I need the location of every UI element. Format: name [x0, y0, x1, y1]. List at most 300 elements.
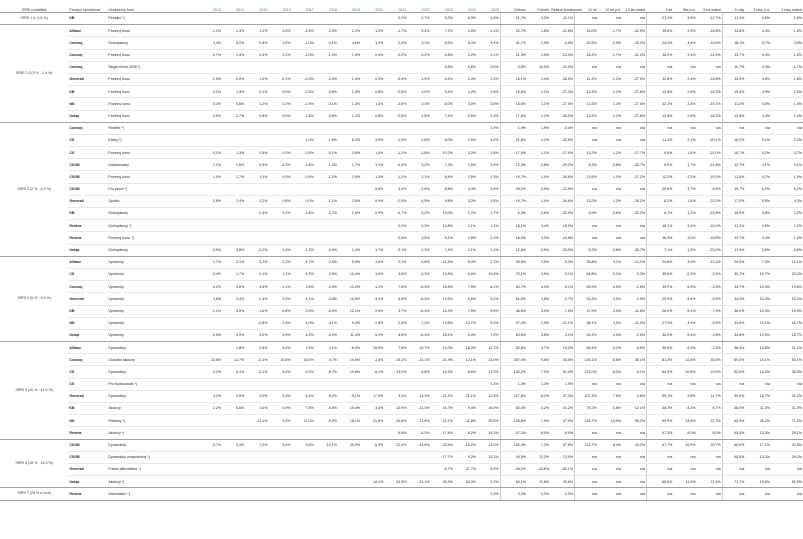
year-return-cell: 3,0%: [268, 390, 291, 402]
period5-cell: 35,6%: [647, 342, 674, 354]
period10-cell: n/a: [575, 476, 598, 488]
year-return-cell: 1,7%: [199, 256, 222, 268]
period3-cell: 15,4%: [722, 86, 745, 98]
realne-cell: 8,0%: [550, 427, 574, 439]
period3-cell: 4,1%: [745, 159, 771, 171]
year-return-cell: -4,5%: [384, 159, 407, 171]
year-return-cell: 2,8%: [477, 86, 500, 98]
fund-name-cell: Vyvážený: [107, 281, 199, 293]
year-return-cell: -1,3%: [407, 244, 430, 256]
year-return-cell: -1,4%: [292, 159, 315, 171]
year-return-cell: 2,1%: [477, 256, 500, 268]
prumer-cell: 3,0%: [527, 305, 550, 317]
year-return-cell: 0,3%: [361, 73, 384, 85]
period10-cell: 107,3%: [575, 390, 598, 402]
year-return-cell: 16,0%: [477, 403, 500, 415]
year-return-cell: -6,0%: [315, 305, 338, 317]
year-return-cell: 1,1%: [199, 305, 222, 317]
period3-cell: 4,4%: [745, 232, 771, 244]
period10-cell: n/a: [598, 134, 622, 146]
period10-cell: n/a: [622, 476, 646, 488]
year-return-cell: 3,4%: [361, 403, 384, 415]
period10-cell: n/a: [622, 220, 646, 232]
period3-cell: 17,4%: [722, 195, 745, 207]
provider-cell: Generali: [68, 390, 107, 402]
year-return-cell: 0,2%: [384, 13, 407, 25]
period5-cell: 14,8%: [673, 415, 696, 427]
year-return-cell: [199, 220, 222, 232]
year-return-cell: 1,3%: [222, 147, 245, 159]
year-return-cell: 2,2%: [268, 256, 291, 268]
year-return-cell: 4,6%: [384, 268, 407, 280]
year-return-cell: -0,9%: [292, 171, 315, 183]
realne-cell: -15,0%: [550, 220, 574, 232]
realne-cell: -29,0%: [550, 244, 574, 256]
period3-cell: 11,2%: [722, 220, 745, 232]
year-return-cell: 1,3%: [222, 86, 245, 98]
prumer-cell: 1,1%: [527, 86, 550, 98]
period10-cell: 2,9%: [598, 37, 622, 49]
fund-name-cell: Vyvážený: [107, 268, 199, 280]
celkem-cell: 21,3%: [500, 49, 527, 61]
prumer-cell: 3,8%: [527, 329, 550, 341]
period5-cell: 81,3%: [647, 354, 674, 366]
period10-cell: 4,3%: [598, 329, 622, 341]
year-return-cell: 21,9%: [431, 354, 454, 366]
period5-cell: -21,0%: [697, 147, 723, 159]
realne-cell: -22,6%: [550, 25, 574, 37]
year-return-cell: -11,1%: [245, 415, 268, 427]
realne-cell: -0,3%: [550, 256, 574, 268]
year-return-cell: 1,6%: [268, 37, 291, 49]
period3-cell: 4,6%: [745, 220, 771, 232]
period5-cell: 3,9%: [673, 13, 696, 25]
year-return-cell: 8,2%: [338, 134, 361, 146]
year-return-cell: 2,0%: [222, 390, 245, 402]
celkem-cell: 45,5%: [500, 256, 527, 268]
year-return-cell: [338, 183, 361, 195]
year-return-cell: 4,3%: [477, 13, 500, 25]
period10-cell: n/a: [622, 463, 646, 475]
year-return-cell: 13,5%: [431, 268, 454, 280]
period3-cell: 11,0%: [745, 403, 771, 415]
period5-cell: 21,1%: [647, 13, 674, 25]
year-return-cell: 6,3%: [454, 13, 477, 25]
year-return-cell: [199, 378, 222, 390]
period5-cell: 20,7%: [697, 439, 723, 451]
period10-cell: 8,3%: [575, 159, 598, 171]
provider-cell: KB: [68, 305, 107, 317]
year-return-cell: [222, 208, 245, 220]
year-return-cell: -1,6%: [407, 183, 430, 195]
realne-cell: 15,2%: [550, 342, 574, 354]
year-return-cell: 2,2%: [338, 25, 361, 37]
year-return-cell: [222, 183, 245, 195]
period3-cell: 1,2%: [771, 220, 803, 232]
period5-cell: 11,7%: [697, 390, 723, 402]
year-return-cell: -0,5%: [245, 317, 268, 329]
year-return-cell: 4,9%: [222, 329, 245, 341]
year-return-cell: [222, 13, 245, 25]
col-lp5r: 5 let reálně: [697, 0, 723, 13]
period3-cell: 5,1%: [745, 134, 771, 146]
celkem-cell: 82,8%: [500, 342, 527, 354]
year-return-cell: 1,1%: [199, 25, 222, 37]
year-return-cell: -6,9%: [338, 342, 361, 354]
period3-cell: 4,5%: [745, 98, 771, 110]
year-return-cell: -9,2%: [315, 415, 338, 427]
year-return-cell: 6,4%: [292, 390, 315, 402]
table-row: [0, 171, 803, 183]
year-return-cell: -4,8%: [407, 366, 430, 378]
period10-cell: -27,6%: [622, 86, 646, 98]
period5-cell: 19,0%: [697, 366, 723, 378]
year-return-cell: [199, 134, 222, 146]
fund-name-cell: Alternativní *): [107, 488, 199, 500]
period5-cell: 15,6%: [647, 25, 674, 37]
year-return-cell: 4,1%: [292, 293, 315, 305]
year-return-cell: [315, 488, 338, 500]
year-return-cell: [245, 232, 268, 244]
year-return-cell: 18,1%: [338, 415, 361, 427]
year-return-cell: 15,6%: [361, 342, 384, 354]
period3-cell: 60,3%: [722, 415, 745, 427]
celkem-cell: 12,6%: [500, 244, 527, 256]
period10-cell: 45,1%: [622, 354, 646, 366]
period10-cell: 3,3%: [598, 305, 622, 317]
year-return-cell: 17,0%: [477, 366, 500, 378]
realne-cell: -27,3%: [550, 86, 574, 98]
col-year: 2013: [199, 0, 222, 13]
col-provider: Penzijní společnost: [68, 0, 107, 13]
period3-cell: 17,1%: [745, 439, 771, 451]
provider-cell: Conseq: [68, 354, 107, 366]
period5-cell: -18,8%: [697, 73, 723, 85]
realne-cell: -20,5%: [550, 134, 574, 146]
year-return-cell: 0,8%: [361, 86, 384, 98]
year-return-cell: 4,2%: [292, 329, 315, 341]
year-return-cell: [454, 122, 477, 134]
realne-cell: -27,0%: [550, 147, 574, 159]
col-lp10pa: 10 let p.a.: [598, 0, 622, 13]
period10-cell: n/a: [622, 61, 646, 73]
period3-cell: 29,1%: [771, 427, 803, 439]
year-return-cell: 7,4%: [431, 110, 454, 122]
year-return-cell: [222, 463, 245, 475]
year-return-cell: [361, 451, 384, 463]
period10-cell: 8,6%: [598, 354, 622, 366]
year-return-cell: [431, 488, 454, 500]
period5-cell: n/a: [647, 378, 674, 390]
fund-name-cell: Povinný konz.: [107, 25, 199, 37]
period10-cell: -32,2%: [622, 208, 646, 220]
period5-cell: 6,7%: [697, 403, 723, 415]
year-return-cell: 8,0%: [431, 98, 454, 110]
celkem-cell: -45,0%: [500, 463, 527, 475]
period10-cell: -28,2%: [622, 195, 646, 207]
year-return-cell: -0,1%: [315, 147, 338, 159]
period10-cell: 36,1%: [575, 317, 598, 329]
year-return-cell: 3,5%: [245, 281, 268, 293]
year-return-cell: 0,9%: [222, 73, 245, 85]
table-row: [0, 366, 803, 378]
year-return-cell: 1,4%: [222, 49, 245, 61]
period5-cell: 20,8%: [647, 256, 674, 268]
year-return-cell: 1,5%: [338, 86, 361, 98]
year-return-cell: -1,2%: [384, 147, 407, 159]
year-return-cell: 15,4%: [338, 403, 361, 415]
realne-cell: -2,0%: [550, 488, 574, 500]
year-return-cell: [268, 61, 291, 73]
celkem-cell: 82,4%: [500, 403, 527, 415]
period3-cell: n/a: [745, 122, 771, 134]
celkem-cell: 18,1%: [500, 220, 527, 232]
year-return-cell: -3,6%: [384, 98, 407, 110]
year-return-cell: -1,6%: [292, 25, 315, 37]
period10-cell: 1,2%: [598, 147, 622, 159]
period10-cell: n/a: [598, 427, 622, 439]
year-return-cell: 17,4%: [431, 427, 454, 439]
year-return-cell: [338, 463, 361, 475]
table-row: [0, 195, 803, 207]
year-return-cell: -5,9%: [477, 463, 500, 475]
year-return-cell: [338, 451, 361, 463]
celkem-cell: 6,3%: [500, 208, 527, 220]
year-return-cell: 5,6%: [431, 61, 454, 73]
year-return-cell: -1,2%: [315, 171, 338, 183]
period5-cell: -9,5%: [697, 183, 723, 195]
year-return-cell: 4,0%: [292, 317, 315, 329]
year-return-cell: 10,2%: [431, 147, 454, 159]
period10-cell: 8,3%: [598, 366, 622, 378]
year-return-cell: -5,2%: [407, 427, 430, 439]
year-return-cell: -9,5%: [315, 403, 338, 415]
year-return-cell: 22,4%: [384, 439, 407, 451]
provider-cell: Rentea: [68, 232, 107, 244]
period10-cell: -30,7%: [622, 159, 646, 171]
year-return-cell: 5,8%: [454, 61, 477, 73]
year-return-cell: 2,3%: [477, 73, 500, 85]
provider-cell: KB: [68, 86, 107, 98]
period3-cell: 25,2%: [745, 415, 771, 427]
prumer-cell: 3,2%: [527, 232, 550, 244]
period5-cell: 8,2%: [647, 195, 674, 207]
year-return-cell: [222, 317, 245, 329]
year-return-cell: 0,4%: [361, 49, 384, 61]
fund-name-cell: Vyvážený: [107, 329, 199, 341]
year-return-cell: 16,0%: [454, 342, 477, 354]
year-return-cell: 1,0%: [199, 171, 222, 183]
period5-cell: 39,2%: [647, 281, 674, 293]
year-return-cell: 0,9%: [361, 208, 384, 220]
period10-cell: 1,7%: [598, 49, 622, 61]
year-return-cell: -1,0%: [292, 37, 315, 49]
year-return-cell: [268, 427, 291, 439]
period5-cell: n/a: [673, 451, 696, 463]
year-return-cell: 0,4%: [245, 293, 268, 305]
period5-cell: 16,9%: [647, 232, 674, 244]
period3-cell: 0,1%: [771, 159, 803, 171]
col-lp3: 3 roky: [722, 0, 745, 13]
year-return-cell: 8,2%: [454, 427, 477, 439]
year-return-cell: [268, 476, 291, 488]
prumer-cell: 4,0%: [527, 183, 550, 195]
year-return-cell: 1,6%: [245, 305, 268, 317]
period10-cell: 5,9%: [575, 208, 598, 220]
year-return-cell: [338, 427, 361, 439]
provider-cell: Allianz: [68, 342, 107, 354]
provider-cell: Rentea: [68, 488, 107, 500]
period5-cell: n/a: [697, 61, 723, 73]
year-return-cell: [315, 13, 338, 25]
year-return-cell: 16,2%: [454, 439, 477, 451]
period5-cell: -2,2%: [697, 268, 723, 280]
realne-cell: 93,5%: [550, 354, 574, 366]
year-return-cell: 24,5%: [384, 476, 407, 488]
year-return-cell: 3,4%: [384, 183, 407, 195]
year-return-cell: [199, 183, 222, 195]
table-header: [0, 0, 803, 13]
year-return-cell: 3,4%: [384, 390, 407, 402]
period3-cell: 35,9%: [771, 366, 803, 378]
period3-cell: 3,8%: [745, 244, 771, 256]
year-return-cell: 0,1%: [268, 208, 291, 220]
year-return-cell: 7,6%: [384, 342, 407, 354]
provider-cell: Generali: [68, 293, 107, 305]
year-return-cell: 8,1%: [477, 281, 500, 293]
celkem-cell: 0,3%: [500, 488, 527, 500]
year-return-cell: [222, 134, 245, 146]
year-return-cell: [361, 488, 384, 500]
provider-cell: KB: [68, 403, 107, 415]
year-return-cell: 1,2%: [407, 159, 430, 171]
period10-cell: n/a: [598, 451, 622, 463]
provider-cell: CS: [68, 268, 107, 280]
period3-cell: 4,8%: [745, 208, 771, 220]
year-return-cell: -0,1%: [245, 366, 268, 378]
year-return-cell: 23,4%: [431, 439, 454, 451]
year-return-cell: -1,7%: [384, 25, 407, 37]
year-return-cell: 21,1%: [454, 390, 477, 402]
period3-cell: 19,7%: [722, 183, 745, 195]
period10-cell: 0,8%: [598, 159, 622, 171]
col-lp10r: 10 let reálně: [622, 0, 646, 13]
period10-cell: 37,9%: [575, 305, 598, 317]
year-return-cell: 3,2%: [454, 49, 477, 61]
prumer-cell: 1,5%: [527, 49, 550, 61]
year-return-cell: -0,6%: [384, 232, 407, 244]
period10-cell: 35,8%: [575, 256, 598, 268]
year-return-cell: 7,5%: [454, 281, 477, 293]
year-return-cell: [315, 463, 338, 475]
period3-cell: 3,4%: [745, 61, 771, 73]
year-return-cell: [338, 488, 361, 500]
year-return-cell: 9,3%: [268, 415, 291, 427]
col-year: 2017: [292, 0, 315, 13]
sri-group-label: SRRI 7 (25 % a více): [0, 488, 68, 500]
table-body: [0, 13, 803, 501]
col-lp5pa: 5let p.a.: [673, 0, 696, 13]
year-return-cell: 21,8%: [407, 415, 430, 427]
provider-cell: CSOB: [68, 183, 107, 195]
year-return-cell: [268, 451, 291, 463]
period3-cell: 5,2%: [771, 183, 803, 195]
period5-cell: 9,6%: [647, 147, 674, 159]
fund-name-cell: Akciový *): [107, 427, 199, 439]
year-return-cell: 3,1%: [361, 293, 384, 305]
period5-cell: 1,7%: [673, 159, 696, 171]
year-return-cell: -1,1%: [315, 195, 338, 207]
period5-cell: 2,6%: [673, 86, 696, 98]
period5-cell: 12,6%: [673, 354, 696, 366]
year-return-cell: -13,1%: [407, 354, 430, 366]
year-return-cell: [245, 122, 268, 134]
fund-name-cell: Dluhopisový *): [107, 220, 199, 232]
year-return-cell: 8,4%: [431, 171, 454, 183]
period10-cell: 13,2%: [575, 110, 598, 122]
period3-cell: 39,0%: [722, 390, 745, 402]
period5-cell: 5,4%: [673, 329, 696, 341]
year-return-cell: 10,8%: [268, 354, 291, 366]
year-return-cell: 0,1%: [245, 86, 268, 98]
year-return-cell: 0,4%: [199, 268, 222, 280]
year-return-cell: [222, 378, 245, 390]
realne-cell: -7,6%: [550, 305, 574, 317]
prumer-cell: 7,3%: [527, 439, 550, 451]
period5-cell: n/a: [673, 378, 696, 390]
year-return-cell: -3,2%: [407, 208, 430, 220]
celkem-cell: 46,6%: [500, 305, 527, 317]
year-return-cell: -0,6%: [384, 110, 407, 122]
year-return-cell: -0,1%: [315, 37, 338, 49]
period10-cell: -2,6%: [622, 329, 646, 341]
celkem-cell: 63,6%: [500, 329, 527, 341]
year-return-cell: 0,9%: [245, 159, 268, 171]
year-return-cell: [431, 122, 454, 134]
year-return-cell: 0,4%: [268, 244, 291, 256]
period3-cell: 60,5%: [722, 439, 745, 451]
year-return-cell: 3,4%: [477, 37, 500, 49]
realne-cell: 13,0%: [550, 451, 574, 463]
period5-cell: 2,9%: [673, 25, 696, 37]
period10-cell: 75,2%: [575, 403, 598, 415]
provider-cell: CS: [68, 366, 107, 378]
period10-cell: 16,0%: [575, 25, 598, 37]
table-row: [0, 25, 803, 37]
year-return-cell: [292, 463, 315, 475]
period3-cell: 13,2%: [745, 451, 771, 463]
period5-cell: 12,1%: [647, 98, 674, 110]
sri-group-label: SRRI 2 (0,5 % - 1,9 %): [0, 25, 68, 123]
celkem-cell: 60,1%: [500, 476, 527, 488]
table-row: [0, 476, 803, 488]
col-year: 2024: [454, 0, 477, 13]
year-return-cell: -11,3%: [407, 403, 430, 415]
period5-cell: -16,8%: [697, 25, 723, 37]
period3-cell: 10,4%: [745, 281, 771, 293]
year-return-cell: 3,4%: [199, 37, 222, 49]
sri-group-label: SRRI 6 (15 % - 24,9 %): [0, 439, 68, 488]
year-return-cell: 12,1%: [338, 305, 361, 317]
year-return-cell: [338, 220, 361, 232]
period5-cell: 13,6%: [647, 110, 674, 122]
year-return-cell: 0,8%: [245, 110, 268, 122]
year-return-cell: 8,4%: [454, 256, 477, 268]
year-return-cell: 1,0%: [407, 86, 430, 98]
year-return-cell: -0,3%: [315, 73, 338, 85]
period3-cell: n/a: [771, 463, 803, 475]
period3-cell: 19,1%: [745, 354, 771, 366]
